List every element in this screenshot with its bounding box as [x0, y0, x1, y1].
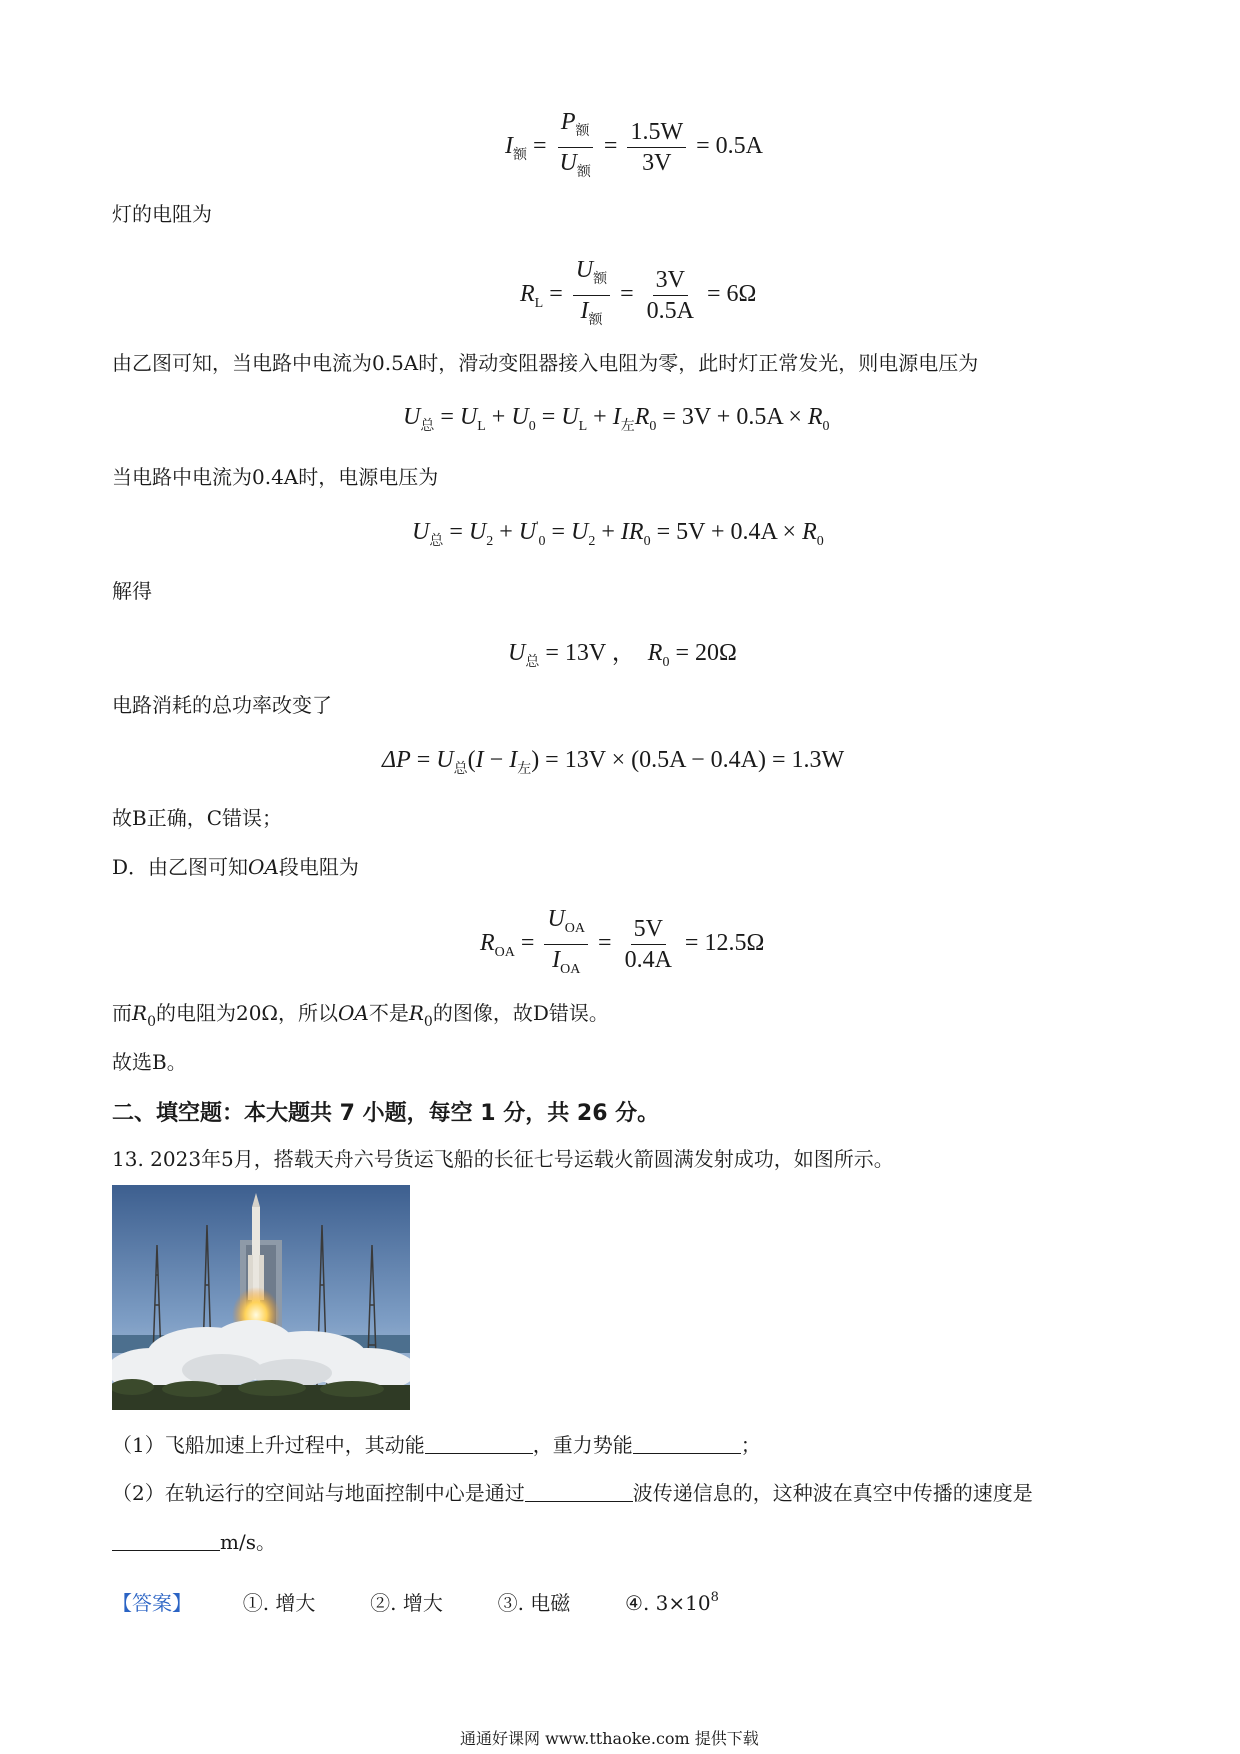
paragraph-r0: 而$R_0$的电阻为20Ω，所以OA不是$R_0$的图像，故D错误。: [112, 1001, 609, 1030]
blank-kinetic-energy[interactable]: [425, 1433, 533, 1454]
page-footer: 通通好课网 www.tthaoke.com 提供下载: [460, 1729, 759, 1748]
blank-wave-type[interactable]: [525, 1481, 633, 1502]
rocket-launch-photo: [112, 1185, 410, 1410]
paragraph-graph-note: 由乙图可知，当电路中电流为0.5A时，滑动变阻器接入电阻为零，此时灯正常发光，则电源电压为: [112, 351, 979, 375]
paragraph-choose-b: 故选B。: [112, 1050, 187, 1074]
fraction-u-over-i-oa: $\frac{U_{OA}}{I_{OA}}$: [544, 905, 588, 984]
answer-4: ④. $3\times 10^8$: [625, 1590, 719, 1615]
paragraph-b-correct: 故B正确，C错误；: [112, 806, 282, 830]
fraction-p-over-u: $\frac{P_额}{U_额}$: [559, 109, 591, 180]
paragraph-current-04: 当电路中电流为0.4A时，电源电压为: [112, 465, 439, 489]
answer-2: ②. 增大: [370, 1591, 443, 1615]
answer-line: [112, 1584, 719, 1617]
equation-source-voltage-1: $U_总 = U_L + U_0 = U_L + I_左R_0 = 3V + 0.5A \times R_0$: [403, 404, 830, 434]
fraction-values: $\frac{1.5W}{3V}$: [627, 118, 686, 177]
blank-wave-speed[interactable]: [112, 1530, 220, 1551]
question-13-stem: 13. 2023年5月，搭载天舟六号货运飞船的长征七号运载火箭圆满发射成功，如图所示。: [112, 1147, 894, 1171]
equation-power-change: $\Delta P = U_总(I - I_左) = 13V \times (0.5A - 0.4A) = 1.3W$: [382, 747, 845, 777]
paragraph-lamp-resistance: 灯的电阻为: [112, 202, 212, 226]
paragraph-power-change: 电路消耗的总功率改变了: [112, 693, 332, 717]
question-13-part-2: （2）在轨运行的空间站与地面控制中心是通过 波传递信息的，这种波在真空中传播的速度是: [112, 1481, 1033, 1505]
equation-solution: $U_总 = 13V$ ， $R_0 = 20\Omega$: [508, 640, 737, 670]
question-13-part-1: （1）飞船加速上升过程中，其动能 ，重力势能 ；: [112, 1433, 761, 1457]
fraction-values: $\frac{5V}{0.4A}$: [624, 916, 672, 973]
equation-oa-resistance: $R_{OA}$ = $\frac{U_{OA}}{I_{OA}}$ = $\frac{5V}{0.4A}$ = 12.5Ω: [480, 905, 764, 984]
question-13-part-2-cont: m/s。: [112, 1528, 276, 1556]
answer-tag: 【答案】: [112, 1591, 192, 1615]
paragraph-option-d: D．由乙图可知OA段电阻为: [112, 855, 359, 879]
equation-source-voltage-2: $U_总 = U_2 + U'_0 = U_2 + IR_0 = 5V + 0.4A \times R_0$: [412, 518, 824, 549]
blank-potential-energy[interactable]: [633, 1433, 741, 1454]
fraction-u-over-i: $\frac{U_额}{I_额}$: [573, 256, 610, 335]
equation-rated-current: $I_额$ = $\frac{P_额}{U_额}$ = $\frac{1.5W}{3V}$ = 0.5A: [505, 108, 763, 187]
equation-lamp-resistance: $R_L$ = $\frac{U_额}{I_额}$ = $\frac{3V}{0.5A}$ = 6Ω: [520, 256, 756, 335]
paragraph-solve: 解得: [112, 579, 152, 603]
section-heading-fill-in: 二、填空题：本大题共 7 小题，每空 1 分，共 26 分。: [112, 1101, 660, 1126]
fraction-values: $\frac{3V}{0.5A}$: [646, 267, 695, 324]
answer-3: ③. 电磁: [497, 1591, 571, 1615]
answer-1: ①. 增大: [242, 1591, 316, 1615]
